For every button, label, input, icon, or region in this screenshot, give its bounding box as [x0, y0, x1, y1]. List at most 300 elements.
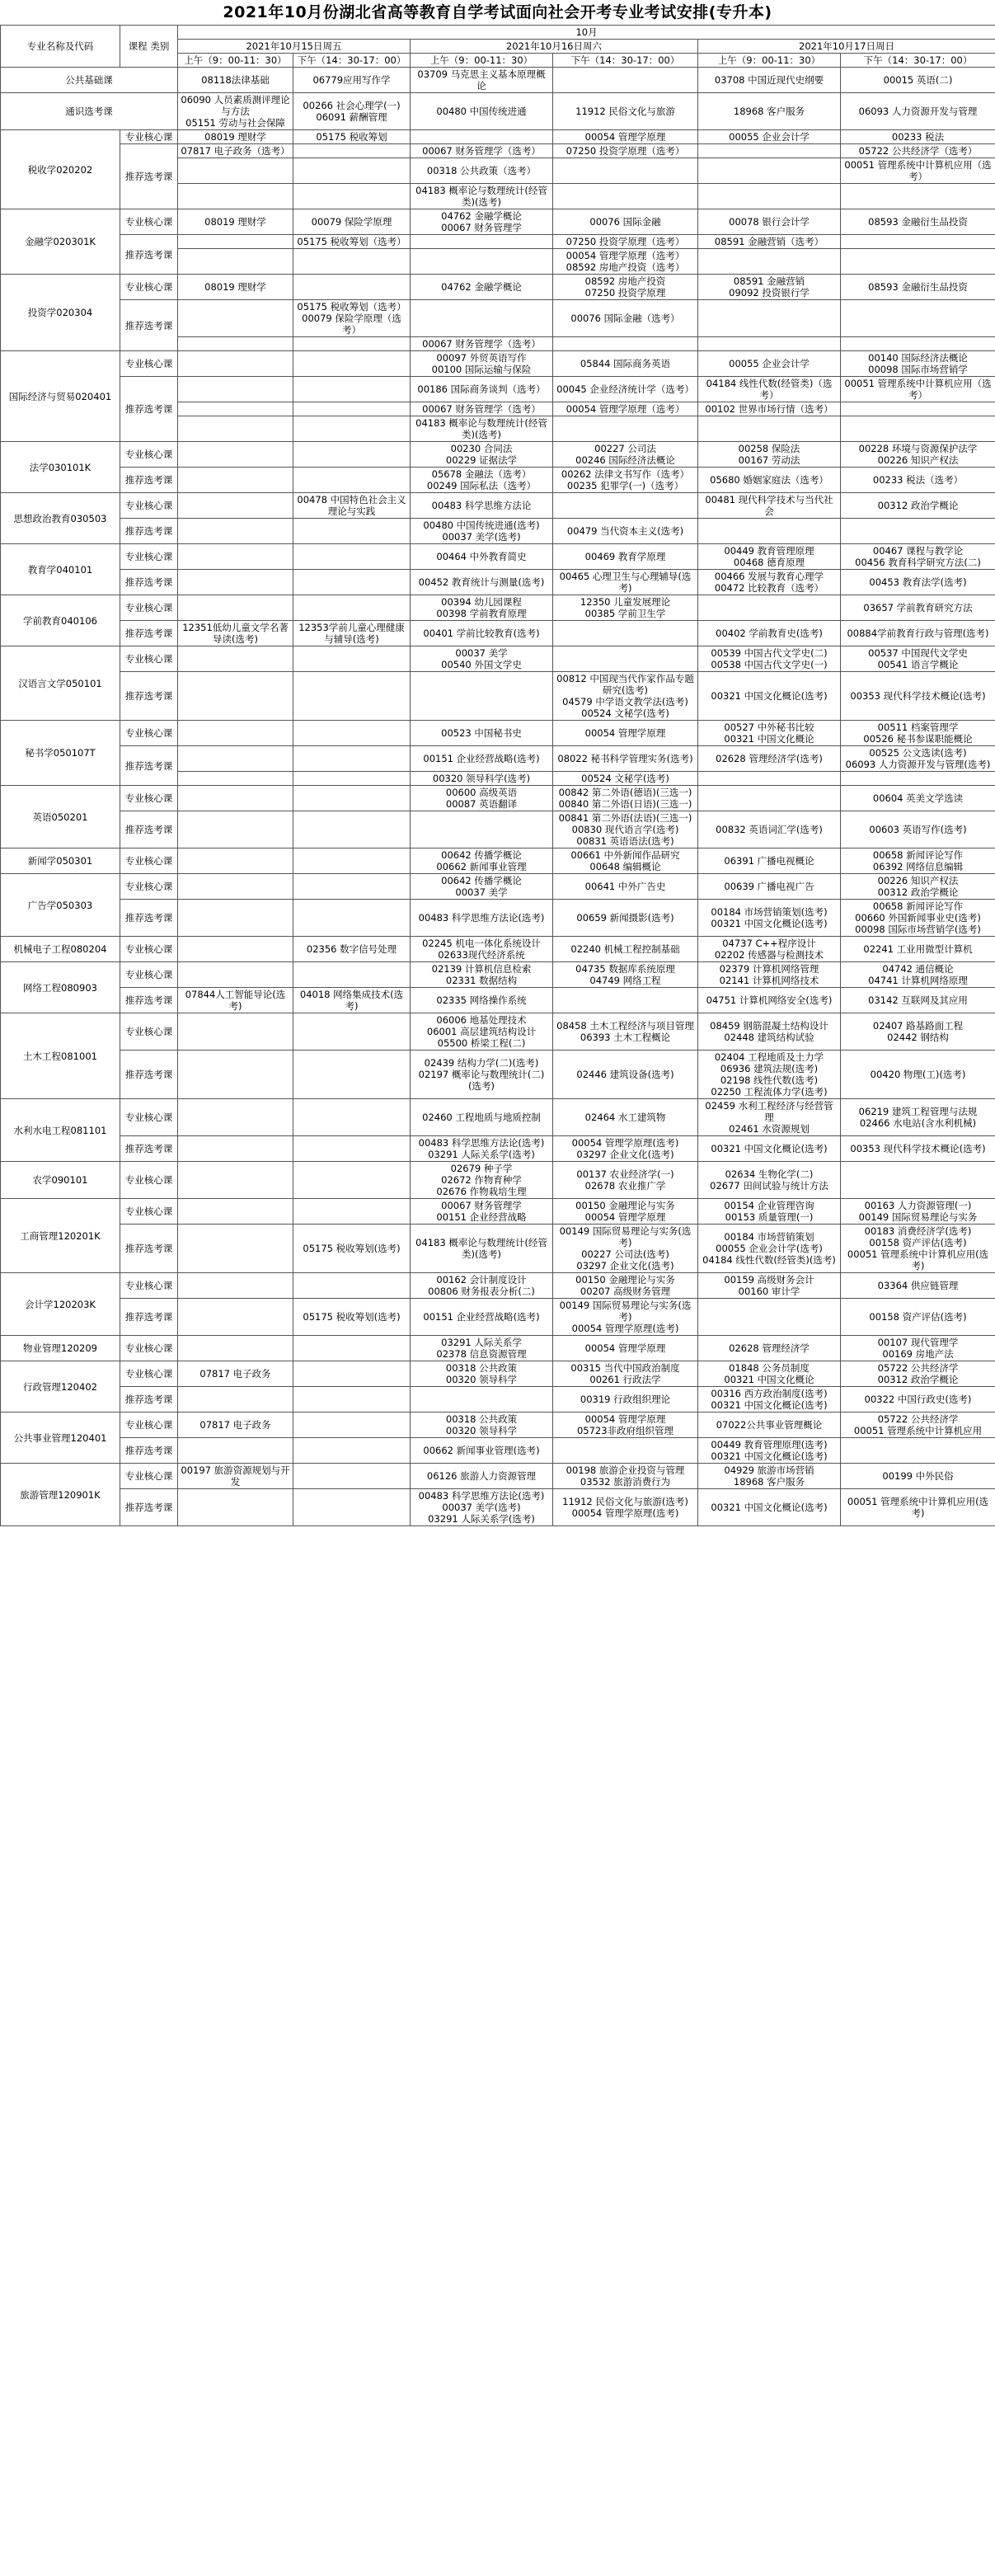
schedule-cell	[178, 1387, 293, 1413]
schedule-cell	[553, 1413, 698, 1438]
schedule-cell	[411, 377, 553, 402]
schedule-cell	[178, 1438, 293, 1464]
schedule-cell	[841, 377, 995, 402]
course-entry: 06090 人员素质测评理论与方法	[181, 94, 290, 117]
course-entry: 02628 管理经济学(选考)	[716, 753, 823, 764]
course-entry: 00318 公共政策	[445, 1362, 518, 1374]
table-row	[1, 1162, 995, 1199]
major-name: 教育学040101	[1, 544, 120, 595]
major-name: 农学090101	[1, 1162, 120, 1199]
header-am: 上午（9：00-11：30）	[698, 54, 841, 68]
course-category: 专业核心课	[120, 1199, 178, 1225]
course-entry: 00154 企业管理咨询	[724, 1200, 814, 1211]
course-entry: 00037 美学(选考)	[442, 531, 521, 543]
course-entry: 08019 理财学	[204, 131, 266, 143]
course-entry: 00055 企业会计学(选考)	[716, 1243, 823, 1254]
schedule-cell	[178, 377, 293, 402]
table-row	[1, 209, 995, 235]
course-entry: 00037 美学	[455, 647, 508, 659]
schedule-cell	[411, 519, 553, 544]
course-entry: 00235 犯罪学(一)（选考）	[566, 480, 684, 491]
schedule-cell	[553, 209, 698, 235]
course-entry: 08459 钢筋混凝土结构设计	[710, 1020, 828, 1032]
course-entry: 01848 公务员制度	[729, 1362, 810, 1374]
schedule-cell	[698, 988, 841, 1013]
schedule-cell	[293, 1336, 411, 1361]
course-entry: 00842 第二外语(德语)(三选一)	[558, 787, 692, 798]
schedule-cell	[293, 1438, 411, 1464]
table-row	[1, 544, 995, 570]
course-entry: 08118法律基础	[201, 74, 270, 86]
course-entry: 05723非政府组织管理	[576, 1425, 674, 1436]
table-row	[1, 1225, 995, 1273]
table-row	[1, 468, 995, 493]
course-entry: 00353 现代科学技术概论(选考)	[850, 690, 986, 702]
course-entry: 02442 钢结构	[887, 1032, 949, 1043]
schedule-cell	[178, 786, 293, 811]
course-entry: 00449 教育管理原理(选考)	[711, 1439, 828, 1450]
course-entry: 00149 国际贸易理论与实务(选考)	[559, 1300, 692, 1323]
course-entry: 08022 秘书科学管理实务(选考)	[557, 753, 693, 764]
schedule-cell	[698, 1464, 841, 1489]
schedule-cell	[178, 442, 293, 468]
course-entry: 08591 金融营销	[733, 275, 805, 287]
schedule-cell	[698, 402, 841, 416]
schedule-cell	[293, 672, 411, 721]
major-name: 税收学020202	[1, 130, 120, 209]
schedule-cell	[698, 468, 841, 493]
course-entry: 00658 新闻评论写作	[872, 849, 964, 861]
schedule-cell	[293, 811, 411, 848]
course-entry: 12351低幼儿童文学名著导读(选考)	[182, 622, 289, 645]
course-entry: 04018 网络集成技术(选考)	[299, 989, 404, 1012]
schedule-cell	[841, 1273, 995, 1299]
course-entry: 00394 幼儿园课程	[441, 596, 522, 608]
schedule-cell	[178, 544, 293, 570]
schedule-cell	[293, 493, 411, 519]
schedule-cell	[411, 1136, 553, 1162]
course-entry: 00184 市场营销策划(选考)	[711, 906, 828, 918]
schedule-cell	[411, 900, 553, 937]
course-entry: 04184 线性代数(经管类)（选考）	[706, 378, 833, 401]
schedule-cell	[293, 721, 411, 746]
schedule-cell	[178, 646, 293, 672]
course-category: 专业核心课	[120, 786, 178, 811]
table-row	[1, 786, 995, 811]
schedule-cell	[293, 377, 411, 402]
table-row	[1, 570, 995, 595]
schedule-cell	[553, 1225, 698, 1273]
course-entry: 05722 公共经济学	[877, 1413, 959, 1425]
schedule-cell	[411, 721, 553, 746]
header-pm: 下午（14：30-17：00）	[553, 54, 698, 68]
course-entry: 07817 电子政务（选考）	[181, 145, 290, 157]
course-entry: 00456 教育科学研究方法(二)	[855, 557, 981, 568]
course-entry: 02628 管理经济学	[729, 1342, 810, 1354]
course-entry: 02202 传感器与检测技术	[714, 949, 824, 961]
schedule-cell	[293, 468, 411, 493]
course-entry: 00320 领导科学(选考)	[432, 773, 531, 784]
schedule-cell	[841, 93, 995, 130]
schedule-cell	[698, 337, 841, 351]
course-entry: 02672 作物育种学	[441, 1174, 522, 1186]
schedule-cell	[698, 848, 841, 874]
course-entry: 00054 管理学原理（选考）	[566, 403, 685, 415]
course-entry: 00167 劳动法	[738, 454, 800, 466]
course-entry: 06219 建筑工程管理与法规	[858, 1106, 978, 1117]
course-entry: 08591 金融营销（选考）	[714, 236, 824, 247]
course-entry: 00466 发展与教育心理学	[714, 571, 824, 582]
schedule-cell	[553, 1361, 698, 1387]
header-pm: 下午（14：30-17：00）	[293, 54, 411, 68]
course-entry: 04579 中学语文教学法(选考)	[562, 696, 688, 707]
schedule-cell	[841, 158, 995, 184]
course-category: 专业核心课	[120, 442, 178, 468]
major-name: 工商管理120201K	[1, 1199, 120, 1273]
course-entry: 00831 英语语法(选考)	[576, 835, 674, 847]
course-entry: 03297 企业文化(选考)	[576, 1260, 674, 1272]
course-entry: 00226 知识产权法	[877, 454, 959, 466]
schedule-table	[0, 25, 995, 1526]
schedule-cell	[178, 1336, 293, 1361]
table-row	[1, 1051, 995, 1099]
major-name: 网络工程080903	[1, 962, 120, 1013]
table-row	[1, 621, 995, 646]
table-row	[1, 1464, 995, 1489]
course-entry: 00054 管理学原理(选考)	[571, 1137, 679, 1149]
course-entry: 00642 传播学概论	[441, 875, 522, 886]
schedule-cell	[698, 235, 841, 249]
course-entry: 02464 水工建筑物	[584, 1112, 666, 1123]
course-entry: 00420 物理(工)(选考)	[870, 1069, 966, 1080]
schedule-cell	[698, 646, 841, 672]
course-entry: 00321 中国文化概论(选考)	[711, 918, 828, 929]
course-entry: 00524 文秘学(选考)	[581, 707, 669, 719]
schedule-cell	[411, 874, 553, 900]
schedule-cell	[841, 772, 995, 786]
course-entry: 00353 现代科学技术概论(选考)	[850, 1143, 986, 1154]
course-entry: 00467 课程与教学论	[872, 545, 964, 557]
table-row	[1, 900, 995, 937]
schedule-cell	[553, 672, 698, 721]
course-entry: 00067 财务管理学	[441, 222, 522, 233]
course-entry: 00538 中国古代文学史(一)	[711, 659, 828, 670]
course-entry: 00840 第二外语(日语)(三选一)	[558, 798, 692, 810]
schedule-cell	[178, 209, 293, 235]
major-name: 机械电子工程080204	[1, 937, 120, 962]
schedule-cell	[293, 158, 411, 184]
course-entry: 04742 通信概论	[882, 963, 954, 975]
schedule-cell	[841, 811, 995, 848]
course-entry: 04751 计算机网络安全(选考)	[706, 994, 833, 1006]
course-entry: 00227 公司法	[594, 443, 656, 454]
schedule-cell	[841, 1413, 995, 1438]
schedule-cell	[841, 988, 995, 1013]
course-entry: 04762 金融学概论	[441, 210, 522, 222]
course-entry: 06006 地基处理技术	[436, 1014, 527, 1026]
table-row	[1, 848, 995, 874]
major-name: 新闻学050301	[1, 848, 120, 874]
schedule-cell	[293, 249, 411, 275]
course-category: 推荐选考课	[120, 621, 178, 646]
course-entry: 02335 网络操作系统	[436, 994, 527, 1006]
schedule-cell	[698, 570, 841, 595]
schedule-cell	[553, 646, 698, 672]
schedule-cell	[411, 442, 553, 468]
course-category: 专业核心课	[120, 1361, 178, 1387]
schedule-cell	[178, 1489, 293, 1526]
schedule-cell	[841, 519, 995, 544]
schedule-cell	[698, 377, 841, 402]
course-entry: 05175 税收筹划(选考)	[303, 1311, 401, 1323]
course-entry: 11912 民俗文化与旅游(选考)	[562, 1496, 688, 1507]
schedule-cell	[553, 1199, 698, 1225]
course-entry: 00098 国际市场营销学	[868, 364, 968, 375]
schedule-cell	[411, 184, 553, 209]
course-entry: 07844人工智能导论(选考)	[185, 989, 286, 1012]
course-entry: 00321 中国文化概论(选考)	[711, 1450, 828, 1462]
schedule-cell	[553, 1387, 698, 1413]
course-entry: 00246 国际经济法概论	[575, 454, 675, 466]
schedule-cell	[553, 595, 698, 621]
schedule-cell	[698, 442, 841, 468]
course-entry: 04184 线性代数(经管类)(选考)	[702, 1254, 836, 1266]
course-entry: 00076 国际金融	[589, 216, 661, 228]
course-entry: 00199 中外民俗	[882, 1470, 954, 1482]
schedule-cell	[411, 144, 553, 158]
course-entry: 00150 金融理论与实务	[575, 1274, 675, 1286]
schedule-cell	[841, 1464, 995, 1489]
course-entry: 00478 中国特色社会主义理论与实践	[297, 494, 406, 517]
course-entry: 00483 科学思维方法论(选考)	[418, 912, 545, 924]
course-entry: 02448 建筑结构试验	[724, 1032, 814, 1043]
schedule-cell	[411, 570, 553, 595]
schedule-cell	[841, 746, 995, 772]
schedule-cell	[553, 184, 698, 209]
course-entry: 00151 企业经营战略(选考)	[423, 753, 540, 764]
course-entry: 00662 新闻事业管理(选考)	[423, 1445, 540, 1456]
schedule-cell	[841, 786, 995, 811]
schedule-cell	[293, 235, 411, 249]
course-entry: 00603 英语写作(选考)	[869, 824, 967, 835]
major-name: 行政管理120402	[1, 1361, 120, 1413]
table-row	[1, 746, 995, 772]
course-category: 推荐选考课	[120, 811, 178, 848]
table-row	[1, 93, 995, 130]
course-entry: 09092 投资银行学	[729, 287, 810, 298]
schedule-cell	[178, 1299, 293, 1336]
schedule-cell	[293, 209, 411, 235]
schedule-cell	[841, 544, 995, 570]
course-entry: 00045 企业经济统计学（选考）	[556, 383, 694, 395]
course-category: 推荐选考课	[120, 1299, 178, 1336]
schedule-cell	[293, 275, 411, 300]
schedule-cell	[553, 621, 698, 646]
schedule-cell	[553, 468, 698, 493]
schedule-cell	[411, 1387, 553, 1413]
table-row	[1, 1438, 995, 1464]
schedule-cell	[293, 1099, 411, 1136]
header-am: 上午（9：00-11：30）	[178, 54, 293, 68]
course-entry: 08019 理财学	[204, 216, 266, 228]
schedule-cell	[698, 1489, 841, 1526]
schedule-cell	[553, 988, 698, 1013]
schedule-cell	[293, 1051, 411, 1099]
course-entry: 03291 人际关系学(选考)	[428, 1513, 535, 1525]
course-entry: 05151 劳动与社会保障	[185, 117, 285, 129]
course-category: 推荐选考课	[120, 300, 178, 351]
schedule-cell	[411, 772, 553, 786]
schedule-cell	[178, 493, 293, 519]
header-am: 上午（9：00-11：30）	[411, 54, 553, 68]
course-entry: 00054 管理学原理	[584, 1413, 666, 1425]
header-day: 2021年10月15日周五	[178, 40, 411, 54]
schedule-cell	[293, 1464, 411, 1489]
schedule-cell	[293, 130, 411, 144]
course-entry: 00037 美学(选考)	[442, 1502, 521, 1513]
course-entry: 05175 税收筹划(选考)	[303, 1243, 401, 1254]
schedule-cell	[553, 937, 698, 962]
course-entry: 00402 学前教育史(选考)	[716, 628, 823, 639]
schedule-cell	[841, 1336, 995, 1361]
schedule-cell	[411, 811, 553, 848]
schedule-cell	[553, 493, 698, 519]
schedule-cell	[553, 1273, 698, 1299]
course-category: 推荐选考课	[120, 672, 178, 721]
course-entry: 00198 旅游企业投资与管理	[566, 1464, 685, 1476]
schedule-cell	[553, 144, 698, 158]
schedule-cell	[293, 1387, 411, 1413]
schedule-cell	[178, 1273, 293, 1299]
course-category: 专业核心课	[120, 1099, 178, 1136]
course-entry: 04749 网络工程	[589, 975, 661, 986]
table-row	[1, 1387, 995, 1413]
schedule-cell	[698, 93, 841, 130]
schedule-cell	[553, 1299, 698, 1336]
course-entry: 00806 财务报表分析(二)	[428, 1286, 535, 1297]
table-row	[1, 1199, 995, 1225]
schedule-cell	[178, 275, 293, 300]
course-entry: 00158 资产评估(选考)	[869, 1311, 967, 1323]
schedule-cell	[553, 1438, 698, 1464]
table-row	[1, 377, 995, 402]
course-entry: 00541 语言学概论	[877, 659, 959, 670]
table-row	[1, 721, 995, 746]
course-entry: 18968 客户服务	[733, 106, 805, 117]
schedule-cell	[553, 377, 698, 402]
schedule-cell	[178, 1099, 293, 1136]
schedule-cell	[553, 402, 698, 416]
course-entry: 08592 房地产投资	[584, 275, 666, 287]
schedule-cell	[553, 519, 698, 544]
course-category: 专业核心课	[120, 874, 178, 900]
course-entry: 08592 房地产投资（选考）	[566, 261, 685, 273]
schedule-cell	[293, 337, 411, 351]
course-entry: 00067 财务管理学（选考）	[422, 403, 541, 415]
course-entry: 12353学前儿童心理健康与辅导(选考)	[298, 622, 405, 645]
table-row	[1, 1013, 995, 1051]
schedule-cell	[553, 235, 698, 249]
schedule-cell	[841, 249, 995, 275]
major-name: 物业管理120209	[1, 1336, 120, 1361]
table-row	[1, 1136, 995, 1162]
table-row	[1, 646, 995, 672]
course-category: 通识选考课	[1, 93, 178, 130]
course-entry: 00641 中外广告史	[584, 881, 666, 892]
schedule-cell	[411, 209, 553, 235]
schedule-cell	[411, 130, 553, 144]
course-entry: 05680 婚姻家庭法（选考）	[710, 474, 828, 486]
schedule-cell	[841, 962, 995, 988]
course-entry: 04929 旅游市场营销	[724, 1464, 814, 1476]
schedule-cell	[178, 158, 293, 184]
course-entry: 03142 互联网及其应用	[868, 994, 968, 1006]
schedule-cell	[293, 300, 411, 337]
schedule-cell	[553, 772, 698, 786]
course-entry: 03657 学前教育研究方法	[863, 602, 973, 613]
schedule-cell	[841, 68, 995, 93]
course-entry: 00258 保险法	[738, 443, 800, 454]
major-name: 旅游管理120901K	[1, 1464, 120, 1526]
course-category: 推荐选考课	[120, 570, 178, 595]
schedule-cell	[293, 570, 411, 595]
table-row	[1, 874, 995, 900]
schedule-cell	[178, 235, 293, 249]
course-entry: 08593 金融衍生品投资	[868, 281, 968, 293]
course-entry: 00149 国际贸易理论与实务(选考)	[559, 1225, 692, 1248]
schedule-cell	[293, 988, 411, 1013]
course-entry: 00249 国际私法（选考）	[426, 480, 537, 491]
schedule-cell	[841, 1162, 995, 1199]
course-entry: 04735 数据库系统原理	[575, 963, 675, 975]
course-entry: 02446 建筑设备(选考)	[576, 1069, 674, 1080]
schedule-cell	[178, 848, 293, 874]
schedule-cell	[411, 848, 553, 874]
schedule-cell	[553, 811, 698, 848]
schedule-cell	[553, 158, 698, 184]
schedule-cell	[411, 1273, 553, 1299]
course-entry: 00452 教育统计与测量(选考)	[418, 576, 545, 588]
course-entry: 02679 种子学	[450, 1163, 513, 1174]
course-entry: 00015 英语(二)	[883, 74, 953, 86]
schedule-cell	[411, 621, 553, 646]
course-entry: 06093 人力资源开发与管理(选考)	[845, 759, 991, 770]
course-entry: 00318 公共政策	[445, 1413, 518, 1425]
course-entry: 02461 水资源规划	[729, 1123, 810, 1135]
course-entry: 00151 企业经营战略(选考)	[423, 1311, 540, 1323]
course-entry: 00233 税法	[891, 131, 945, 143]
course-entry: 03364 供应链管理	[877, 1280, 959, 1291]
schedule-cell	[698, 1136, 841, 1162]
schedule-cell	[553, 746, 698, 772]
course-entry: 00526 秘书参谋职能概论	[863, 733, 973, 745]
table-row	[1, 672, 995, 721]
course-category: 推荐选考课	[120, 1438, 178, 1464]
course-entry: 04183 概率论与数理统计(经管类)(选考)	[415, 417, 547, 440]
schedule-cell	[698, 351, 841, 377]
major-name: 国际经济与贸易020401	[1, 351, 120, 442]
course-entry: 02197 概率论与数理统计(二)(选考)	[418, 1069, 545, 1092]
schedule-cell	[178, 1136, 293, 1162]
schedule-cell	[698, 1413, 841, 1438]
schedule-cell	[411, 1225, 553, 1273]
course-entry: 12350 儿童发展理论	[580, 596, 671, 608]
course-entry: 07250 投资学原理	[584, 287, 666, 298]
course-category: 专业核心课	[120, 1013, 178, 1051]
course-category: 专业核心课	[120, 646, 178, 672]
schedule-cell	[698, 1051, 841, 1099]
schedule-cell	[698, 874, 841, 900]
